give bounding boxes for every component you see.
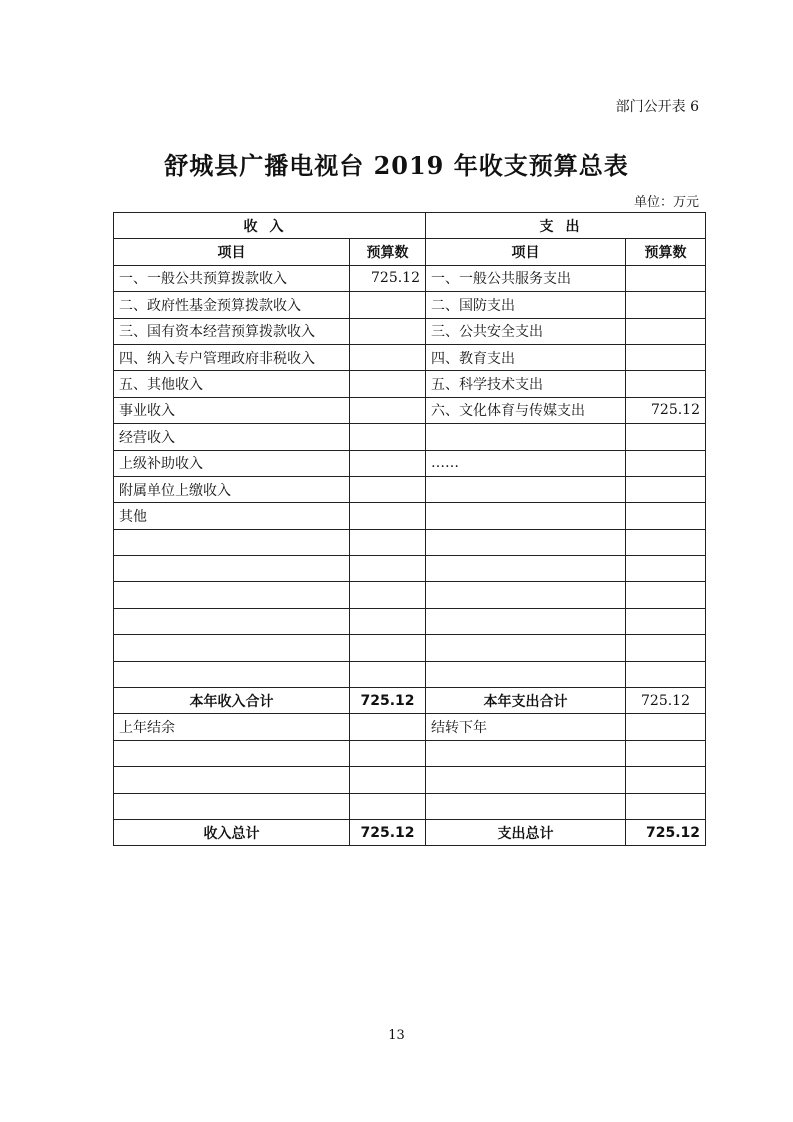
table-row (114, 608, 706, 634)
expense-item: 二、国防支出 (426, 292, 626, 318)
income-item: 上级补助收入 (114, 450, 350, 476)
carry-out-label: 结转下年 (426, 714, 626, 740)
expense-item (426, 529, 626, 555)
income-grand-total-label: 收入总计 (114, 819, 350, 845)
page-tag: 部门公开表 6 (615, 99, 699, 115)
income-item: 附属单位上缴收入 (114, 476, 350, 502)
income-amount (350, 503, 426, 529)
year-income-total-value: 725.12 (350, 688, 426, 714)
table-row (114, 556, 706, 582)
income-item (114, 635, 350, 661)
expense-amount (626, 529, 706, 555)
table-row (114, 529, 706, 555)
expense-amount (626, 292, 706, 318)
expense-item-header: 项目 (426, 239, 626, 265)
expense-amount-header: 预算数 (626, 239, 706, 265)
expense-item (426, 503, 626, 529)
budget-table (113, 212, 706, 846)
income-amount (350, 529, 426, 555)
income-item: 经营收入 (114, 424, 350, 450)
year-income-total-label: 本年收入合计 (114, 688, 350, 714)
page-title: 舒城县广播电视台 2019 年收支预算总表 (164, 151, 629, 180)
expense-item: 一、一般公共服务支出 (426, 265, 626, 291)
table-row (114, 318, 706, 344)
expense-item (426, 608, 626, 634)
carry-row (114, 714, 706, 740)
income-amount (350, 582, 426, 608)
income-amount (350, 476, 426, 502)
income-amount (350, 608, 426, 634)
income-amount (350, 635, 426, 661)
expense-amount (626, 424, 706, 450)
expense-amount (626, 450, 706, 476)
table-row (114, 450, 706, 476)
expense-amount (626, 556, 706, 582)
expense-amount (626, 344, 706, 370)
income-amount: 725.12 (350, 265, 426, 291)
expense-amount: 725.12 (626, 397, 706, 423)
income-grand-total-value: 725.12 (350, 819, 426, 845)
expense-amount (626, 265, 706, 291)
budget-table-body (114, 213, 706, 688)
table-row (114, 292, 706, 318)
income-item (114, 661, 350, 687)
carry-out-value (626, 714, 706, 740)
income-item: 一、一般公共预算拨款收入 (114, 265, 350, 291)
income-amount (350, 344, 426, 370)
blank-row (114, 793, 706, 819)
income-item: 五、其他收入 (114, 371, 350, 397)
income-section-header: 收入 (114, 213, 426, 239)
expense-grand-total-value: 725.12 (626, 819, 706, 845)
expense-amount (626, 503, 706, 529)
expense-item (426, 582, 626, 608)
expense-item: 四、教育支出 (426, 344, 626, 370)
income-amount (350, 556, 426, 582)
expense-amount (626, 661, 706, 687)
income-amount (350, 371, 426, 397)
expense-amount (626, 582, 706, 608)
income-item (114, 582, 350, 608)
expense-amount (626, 371, 706, 397)
table-row (114, 397, 706, 423)
budget-table-footer (114, 688, 706, 846)
table-row (114, 503, 706, 529)
section-header-row (114, 213, 706, 239)
blank-row (114, 767, 706, 793)
income-amount (350, 397, 426, 423)
income-item: 其他 (114, 503, 350, 529)
income-item (114, 556, 350, 582)
expense-item (426, 556, 626, 582)
expense-grand-total-label: 支出总计 (426, 819, 626, 845)
carry-in-value (350, 714, 426, 740)
table-row (114, 424, 706, 450)
table-row (114, 265, 706, 291)
page-number: 13 (388, 1028, 405, 1043)
unit-label: 单位：万元 (633, 195, 699, 210)
income-item-header: 项目 (114, 239, 350, 265)
expense-item (426, 635, 626, 661)
grand-total-row (114, 819, 706, 845)
expense-item: …… (426, 450, 626, 476)
table-row (114, 635, 706, 661)
income-amount (350, 424, 426, 450)
expense-item (426, 661, 626, 687)
table-row (114, 661, 706, 687)
column-header-row (114, 239, 706, 265)
income-amount (350, 661, 426, 687)
year-expense-total-label: 本年支出合计 (426, 688, 626, 714)
table-row (114, 344, 706, 370)
expense-section-header: 支出 (426, 213, 706, 239)
income-amount (350, 318, 426, 344)
expense-item: 三、公共安全支出 (426, 318, 626, 344)
year-total-row (114, 688, 706, 714)
expense-item: 五、科学技术支出 (426, 371, 626, 397)
expense-item (426, 424, 626, 450)
expense-item: 六、文化体育与传媒支出 (426, 397, 626, 423)
expense-item (426, 476, 626, 502)
income-amount (350, 450, 426, 476)
income-item (114, 608, 350, 634)
table-row (114, 371, 706, 397)
income-item: 四、纳入专户管理政府非税收入 (114, 344, 350, 370)
income-amount (350, 292, 426, 318)
carry-in-label: 上年结余 (114, 714, 350, 740)
table-row (114, 476, 706, 502)
income-item: 二、政府性基金预算拨款收入 (114, 292, 350, 318)
income-item: 三、国有资本经营预算拨款收入 (114, 318, 350, 344)
income-amount-header: 预算数 (350, 239, 426, 265)
income-item (114, 529, 350, 555)
blank-row (114, 740, 706, 766)
income-item: 事业收入 (114, 397, 350, 423)
expense-amount (626, 318, 706, 344)
table-row (114, 582, 706, 608)
expense-amount (626, 608, 706, 634)
expense-amount (626, 635, 706, 661)
year-expense-total-value: 725.12 (626, 688, 706, 714)
expense-amount (626, 476, 706, 502)
